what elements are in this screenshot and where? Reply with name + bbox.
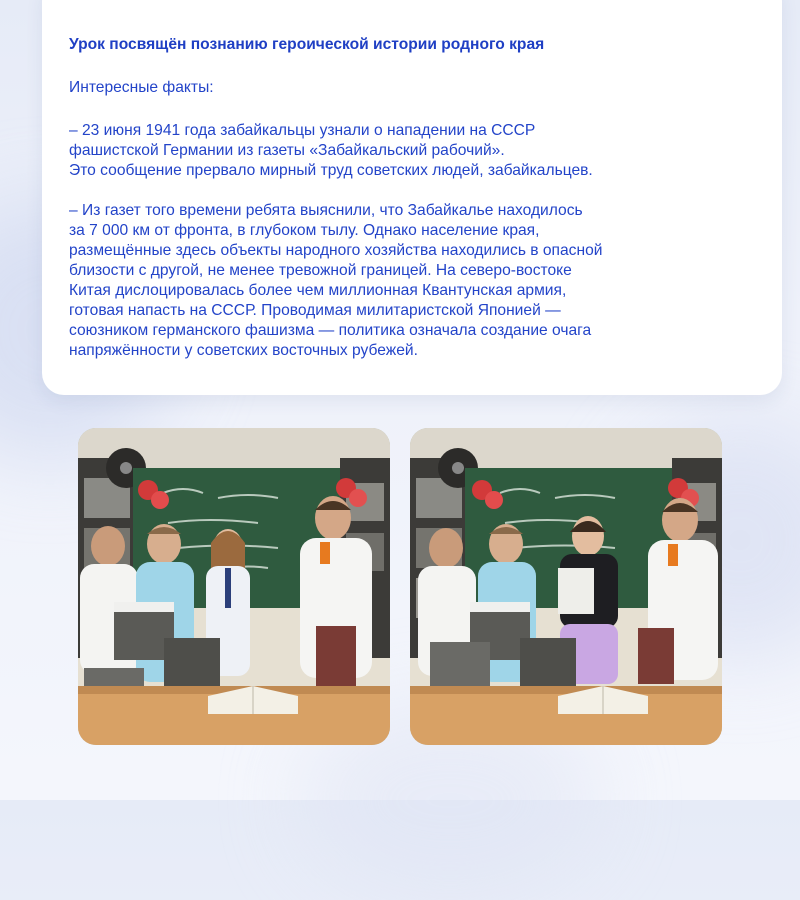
paragraph-line: – 23 июня 1941 года забайкальцы узнали о нападении на СССР bbox=[69, 122, 536, 139]
fact-paragraph-2 bbox=[69, 201, 759, 361]
text-card bbox=[42, 0, 782, 395]
class-photo-with-teacher bbox=[410, 428, 722, 745]
photo-illustration bbox=[410, 428, 722, 745]
paragraph-line: напряжённости у советских восточных рубежей. bbox=[69, 342, 418, 359]
paragraph-line: Это сообщение прервало мирный труд советских людей, забайкальцев. bbox=[69, 162, 593, 179]
paragraph-line: размещённые здесь объекты народного хозяйства находились в опасной bbox=[69, 242, 603, 259]
paragraph-line: за 7 000 км от фронта, в глубоком тылу. Однако население края, bbox=[69, 222, 540, 239]
paragraph-line: фашистской Германии из газеты «Забайкальский рабочий». bbox=[69, 142, 505, 159]
class-photo-students bbox=[78, 428, 390, 745]
paragraph-line: близости с другой, не менее тревожной границей. На северо-востоке bbox=[69, 262, 572, 279]
text-card-content bbox=[69, 35, 759, 381]
post-heading: Урок посвящён познанию героической истории родного края bbox=[69, 36, 545, 53]
paragraph-line: готовая напасть на СССР. Проводимая милитаристской Японией — bbox=[69, 302, 561, 319]
paragraph-line: Китая дислоцировалась более чем миллионная Квантунская армия, bbox=[69, 282, 567, 299]
paragraph-line: союзником германского фашизма — политика означала создание очага bbox=[69, 322, 592, 339]
facts-subheading: Интересные факты: bbox=[69, 79, 214, 96]
paragraph-line: – Из газет того времени ребята выяснили, что Забайкалье находилось bbox=[69, 202, 583, 219]
fact-paragraph-1 bbox=[69, 121, 759, 181]
photo-illustration bbox=[78, 428, 390, 745]
